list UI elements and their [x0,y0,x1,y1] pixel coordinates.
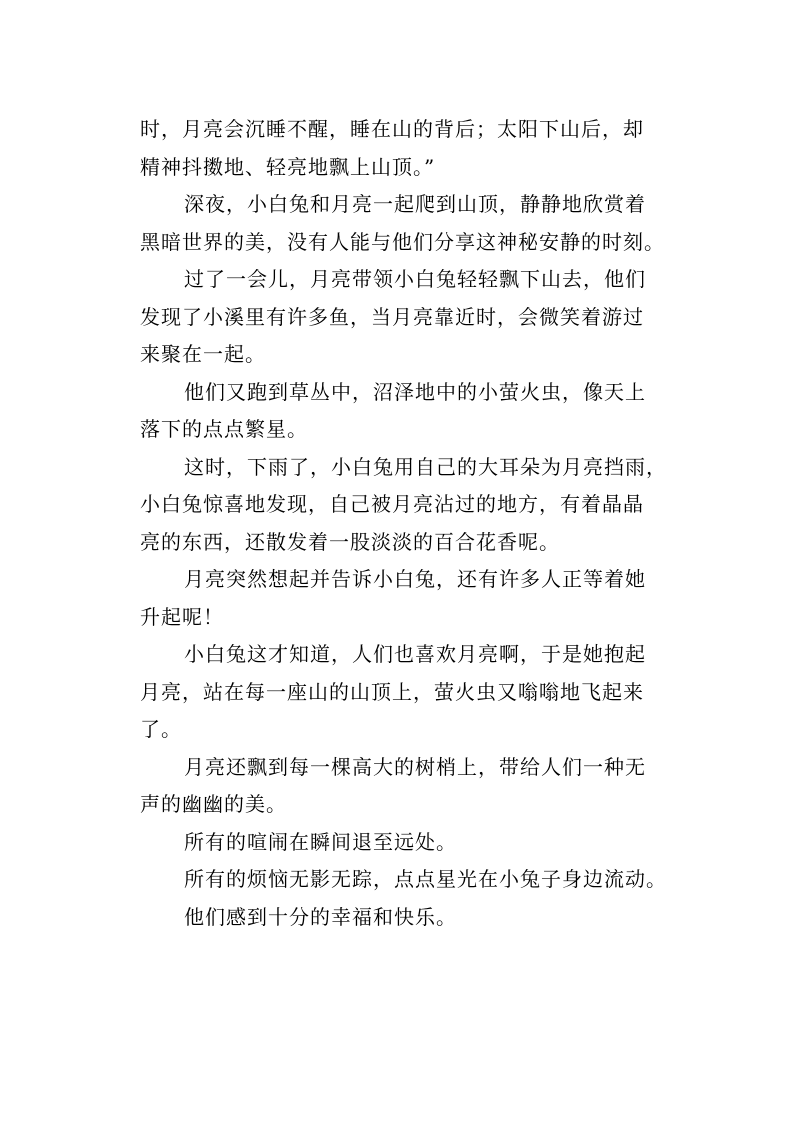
text-line-12: 亮的东西，还散发着一股淡淡的百合花香呢。 [140,529,560,554]
text-line-4: 黑暗世界的美，没有人能与他们分享这神秘安静的时刻。 [140,229,665,254]
text-line-22: 他们感到十分的幸福和快乐。 [184,904,457,929]
text-line-8: 他们又跑到草丛中，沼泽地中的小萤火虫，像天上 [184,379,646,404]
text-line-21: 所有的烦恼无影无踪，点点星光在小兔子身边流动。 [184,867,667,891]
text-line-18: 月亮还飘到每一棵高大的树梢上，带给人们一种无 [184,754,646,779]
text-line-11: 小白兔惊喜地发现，自己被月亮沾过的地方，有着晶晶 [140,492,644,516]
text-line-13: 月亮突然想起并告诉小白兔，还有许多人正等着她 [184,567,646,591]
text-line-7: 来聚在一起。 [140,342,266,366]
text-line-15: 小白兔这才知道，人们也喜欢月亮啊，于是她抱起 [184,642,646,666]
story-text [140,111,680,936]
text-line-5: 过了一会儿，月亮带领小白兔轻轻飘下山去，他们 [184,267,646,291]
text-line-1: 时，月亮会沉睡不醒，睡在山的背后；太阳下山后，却 [140,117,644,141]
text-line-9: 落下的点点繁星。 [140,417,308,441]
text-line-2: 精神抖擞地、轻亮地飘上山顶。” [140,154,436,179]
text-line-14: 升起呢！ [140,604,224,629]
text-line-20: 所有的喧闹在瞬间退至远处。 [184,829,457,854]
text-line-16: 月亮，站在每一座山的山顶上，萤火虫又嗡嗡地飞起来 [140,679,644,704]
text-line-6: 发现了小溪里有许多鱼，当月亮靠近时，会微笑着游过 [140,304,644,329]
text-line-19: 声的幽幽的美。 [140,792,287,816]
text-line-3: 深夜，小白兔和月亮一起爬到山顶，静静地欣赏着 [184,192,646,216]
text-line-10: 这时，下雨了，小白兔用自己的大耳朵为月亮挡雨， [184,454,667,479]
text-line-17: 了。 [140,717,182,741]
